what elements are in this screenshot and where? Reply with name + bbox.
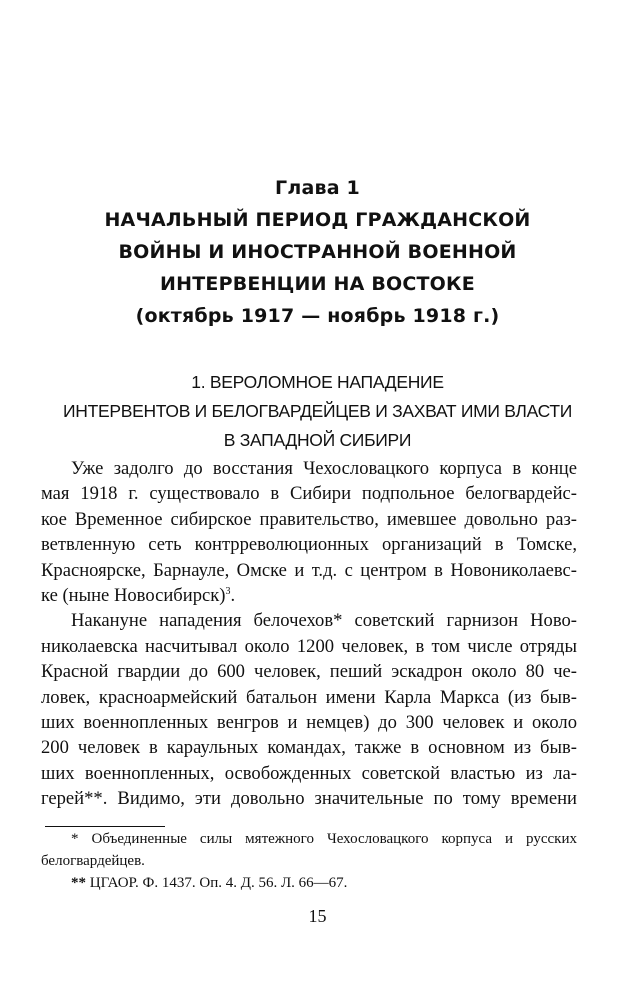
paragraph-2-line-1: Накануне нападения белочехов* советский гарнизон Ново- <box>71 610 577 632</box>
paragraph-1-line-5: Красноярске, Барнауле, Омске и т.д. с центром в Новониколаевс- <box>41 559 577 581</box>
chapter-title-line-1: НАЧАЛЬНЫЙ ПЕРИОД ГРАЖДАНСКОЙ <box>104 209 531 231</box>
paragraph-1-line-1: Уже задолго до восстания Чехословацкого корпуса в конце <box>71 458 577 479</box>
footnotes <box>41 828 577 894</box>
page-number: 15 <box>308 906 327 926</box>
footnote-1-line-1: * Объединенные силы мятежного Чехословацкого корпуса и русских <box>71 831 577 847</box>
footnote-1-line-2: белогвардейцев. <box>41 853 145 869</box>
paragraph-2-line-2: николаевска насчитывал около 1200 человек, в том числе отряды <box>41 635 577 657</box>
paragraph-1-end: . <box>230 584 236 606</box>
chapter-label: Глава 1 <box>275 177 360 199</box>
paragraph-1-line-3: кое Временное сибирское правительство, имевшее довольно раз- <box>41 508 577 530</box>
paragraph-2-line-5: ших военнопленных венгров и немцев) до 300 человек и около <box>41 711 577 733</box>
section-title-line-1: 1. ВЕРОЛОМНОЕ НАПАДЕНИЕ <box>191 372 444 392</box>
footnote-ref-3: 3 <box>225 585 231 597</box>
footnote-2-mark: ** <box>71 875 86 891</box>
paragraph-1-line-2: мая 1918 г. существовало в Сибири подпольное белогвардейс- <box>41 483 577 505</box>
paragraph-1-line-4: ветвленную сеть контрреволюционных организаций в Томске, <box>41 534 577 556</box>
paragraph-2-line-8: герей**. Видимо, эти довольно значительные по тому времени <box>41 788 577 810</box>
section-heading <box>40 368 595 455</box>
paragraph-2-line-4: ловек, красноармейский батальон имени Карла Маркса (из быв- <box>41 686 577 708</box>
body-text <box>41 456 577 811</box>
chapter-period: (октябрь 1917 — ноябрь 1918 г.) <box>135 305 500 327</box>
footnote-2-text: ЦГАОР. Ф. 1437. Оп. 4. Д. 56. Л. 66—67. <box>86 875 348 891</box>
paragraph-2-line-3: Красной гвардии до 600 человек, пеший эскадрон около 80 че- <box>41 661 577 683</box>
paragraph-2-line-6: 200 человек в караульных командах, также в основном из быв- <box>41 737 577 759</box>
section-title-line-2: ИНТЕРВЕНТОВ И БЕЛОГВАРДЕЙЦЕВ И ЗАХВАТ ИМИ ВЛАСТИ <box>62 401 573 421</box>
chapter-title-line-2: ВОЙНЫ И ИНОСТРАННОЙ ВОЕННОЙ <box>118 241 517 263</box>
paragraph-1-line-6 <box>41 583 577 608</box>
footnote-2 <box>41 872 577 894</box>
footnote-separator <box>45 826 165 827</box>
chapter-title-line-3: ИНТЕРВЕНЦИИ НА ВОСТОКЕ <box>160 273 475 295</box>
chapter-heading <box>60 172 575 332</box>
paragraph-2-line-7: ших военнопленных, освобожденных советской властью из ла- <box>41 762 577 784</box>
paragraph-1-line-6-text: ке (ныне Новосибирск) <box>41 584 226 606</box>
section-title-line-3: В ЗАПАДНОЙ СИБИРИ <box>223 430 412 450</box>
